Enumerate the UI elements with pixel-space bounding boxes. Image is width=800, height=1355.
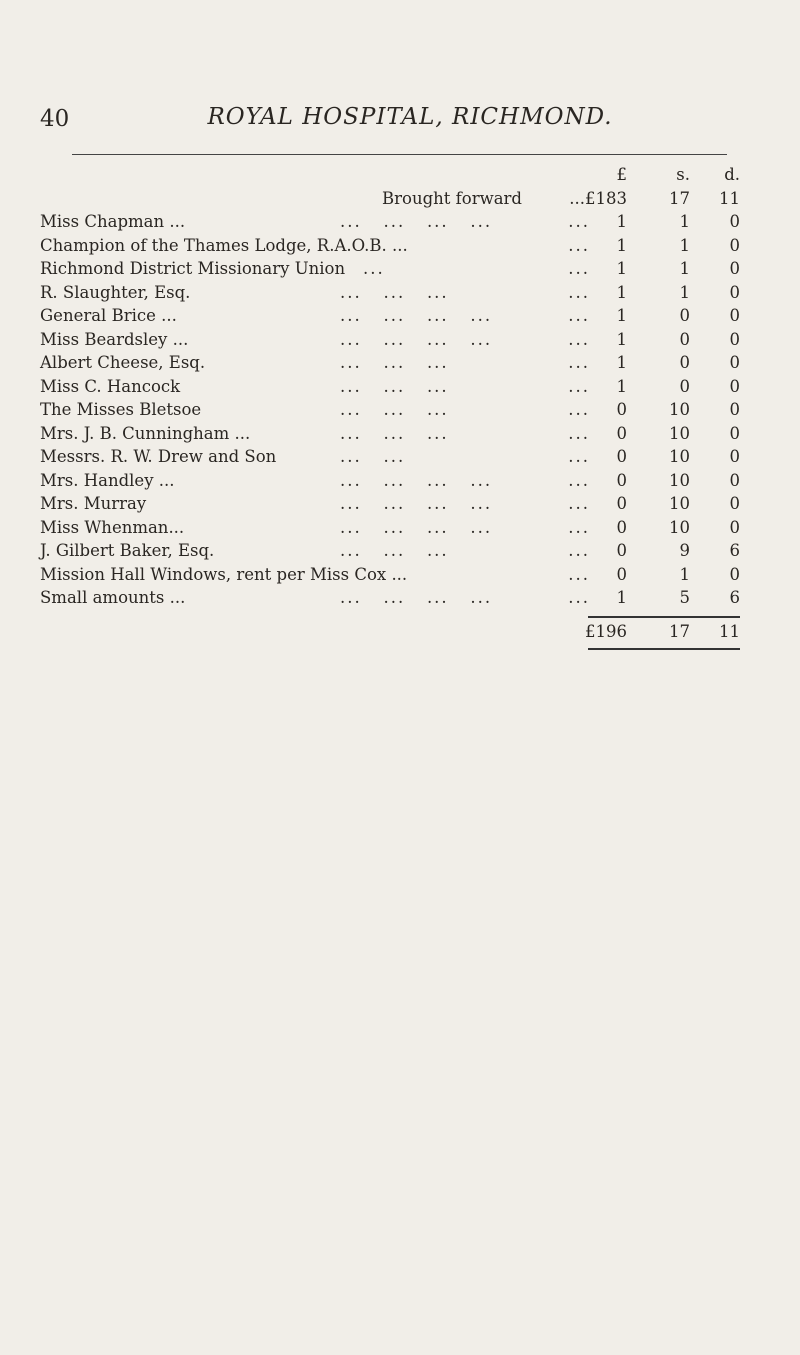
entry-pence: 0 — [729, 470, 740, 490]
entry-shillings: 0 — [679, 376, 690, 396]
entry-pence: 0 — [729, 306, 740, 325]
entry-shillings: 0 — [679, 306, 690, 325]
entry-shillings: 1 — [679, 282, 690, 302]
entry-pounds: 0 — [616, 541, 627, 560]
entry-shillings: 1 — [679, 212, 690, 231]
entry-pounds: 1 — [616, 282, 627, 302]
ledger-entry — [40, 304, 740, 328]
ledger-entry — [40, 563, 740, 587]
entry-shillings: 5 — [679, 588, 690, 607]
pounds-header: £ — [616, 165, 627, 184]
entry-name: Miss Chapman ... — [40, 212, 186, 231]
shillings-header: s. — [676, 165, 690, 184]
entry-name: Mrs. Handley ... — [40, 470, 175, 490]
total-pence: 11 — [719, 621, 740, 641]
pence-header: d. — [724, 165, 740, 184]
entry-pounds: 0 — [616, 470, 627, 490]
entry-shillings: 0 — [679, 353, 690, 372]
ledger-entry — [40, 398, 740, 422]
entry-name: Small amounts ... — [40, 588, 186, 607]
entry-leader: ... — [568, 423, 590, 443]
entry-leader: ... — [568, 447, 590, 466]
entry-name: J. Gilbert Baker, Esq. — [40, 541, 215, 560]
entry-list — [40, 210, 740, 610]
entry-pence: 0 — [729, 564, 740, 584]
entry-pounds: 0 — [616, 494, 627, 513]
entry-leader: ... — [568, 259, 590, 278]
entry-shillings: 10 — [669, 447, 690, 466]
entry-leader: ... — [568, 400, 590, 419]
entry-inner-leader: ... ... ... ... — [340, 212, 493, 231]
brought-forward-pence: 11 — [719, 188, 740, 208]
entry-name: Richmond District Missionary Union — [40, 259, 346, 278]
entry-name: Mrs. Murray — [40, 494, 147, 513]
total-rule-bottom — [588, 648, 740, 650]
entry-name: The Misses Bletsoe — [40, 400, 202, 419]
ledger-entry — [40, 351, 740, 375]
entry-pence: 0 — [729, 235, 740, 255]
entry-pounds: 1 — [616, 259, 627, 278]
ledger-entry — [40, 469, 740, 493]
ledger-entry — [40, 422, 740, 446]
entry-shillings: 1 — [679, 259, 690, 278]
subscription-ledger — [40, 163, 740, 643]
entry-inner-leader: ... ... ... ... — [340, 517, 493, 537]
brought-forward-row — [40, 187, 740, 211]
entry-inner-leader: ... ... ... — [340, 376, 449, 396]
entry-leader: ... — [568, 282, 590, 302]
entry-leader: ... — [568, 212, 590, 231]
entry-pence: 0 — [729, 423, 740, 443]
brought-forward-pounds: ...£183 — [569, 188, 627, 208]
entry-inner-leader: ... — [363, 259, 385, 278]
entry-pence: 0 — [729, 376, 740, 396]
entry-name: Miss C. Hancock — [40, 376, 181, 396]
entry-name: Mrs. J. B. Cunningham ... — [40, 423, 251, 443]
entry-name: Miss Whenman... — [40, 517, 185, 537]
entry-name: Albert Cheese, Esq. — [40, 353, 206, 372]
entry-leader: ... — [568, 470, 590, 490]
entry-shillings: 9 — [679, 541, 690, 560]
entry-shillings: 10 — [669, 423, 690, 443]
entry-shillings: 1 — [679, 564, 690, 584]
entry-pence: 0 — [729, 212, 740, 231]
ledger-entry — [40, 445, 740, 469]
entry-inner-leader: ... ... ... — [340, 353, 449, 372]
ledger-entry — [40, 539, 740, 563]
ledger-entry — [40, 210, 740, 234]
entry-shillings: 0 — [679, 329, 690, 349]
entry-leader: ... — [568, 235, 590, 255]
entry-pence: 0 — [729, 282, 740, 302]
entry-pounds: 0 — [616, 564, 627, 584]
entry-shillings: 10 — [669, 517, 690, 537]
entry-pounds: 1 — [616, 329, 627, 349]
entry-leader: ... — [568, 306, 590, 325]
total-shillings: 17 — [669, 621, 690, 641]
entry-name: R. Slaughter, Esq. — [40, 282, 191, 302]
entry-pence: 0 — [729, 400, 740, 419]
ledger-entry — [40, 328, 740, 352]
total-pounds: £196 — [585, 621, 627, 641]
ledger-entry — [40, 516, 740, 540]
entry-inner-leader: ... ... ... ... — [340, 588, 493, 607]
entry-pence: 6 — [729, 541, 740, 560]
entry-inner-leader: ... ... ... ... — [340, 494, 493, 513]
ledger-entry — [40, 281, 740, 305]
entry-pounds: 1 — [616, 376, 627, 396]
entry-leader: ... — [568, 376, 590, 396]
brought-forward-shillings: 17 — [669, 188, 690, 208]
entry-inner-leader: ... ... ... ... — [340, 329, 493, 349]
entry-name: Champion of the Thames Lodge, R.A.O.B. ... — [40, 235, 408, 255]
entry-leader: ... — [568, 588, 590, 607]
brought-forward-label: Brought forward — [382, 188, 522, 208]
entry-leader: ... — [568, 329, 590, 349]
entry-shillings: 1 — [679, 235, 690, 255]
entry-pounds: 0 — [616, 517, 627, 537]
entry-shillings: 10 — [669, 470, 690, 490]
entry-pence: 0 — [729, 259, 740, 278]
column-headers — [40, 163, 740, 187]
entry-pence: 0 — [729, 329, 740, 349]
entry-inner-leader: ... ... ... — [340, 282, 449, 302]
page-number: 40 — [40, 106, 70, 132]
entry-pence: 0 — [729, 494, 740, 513]
entry-name: Miss Beardsley ... — [40, 329, 189, 349]
entry-pounds: 1 — [616, 353, 627, 372]
entry-pence: 0 — [729, 353, 740, 372]
entry-pounds: 0 — [616, 423, 627, 443]
total-row — [40, 620, 740, 644]
entry-inner-leader: ... ... ... ... — [340, 306, 493, 325]
entry-inner-leader: ... ... ... — [340, 423, 449, 443]
entry-inner-leader: ... ... ... — [340, 541, 449, 560]
entry-name: General Brice ... — [40, 306, 177, 325]
entry-leader: ... — [568, 541, 590, 560]
entry-shillings: 10 — [669, 494, 690, 513]
entry-pounds: 1 — [616, 306, 627, 325]
total-rule-top — [588, 616, 740, 618]
entry-name: Messrs. R. W. Drew and Son — [40, 447, 277, 466]
entry-pounds: 1 — [616, 212, 627, 231]
entry-pounds: 1 — [616, 588, 627, 607]
entry-inner-leader: ... ... — [340, 447, 406, 466]
entry-pence: 6 — [729, 588, 740, 607]
ledger-entry — [40, 586, 740, 610]
entry-pence: 0 — [729, 447, 740, 466]
page-title: ROYAL HOSPITAL, RICHMOND. — [207, 104, 613, 130]
entry-leader: ... — [568, 517, 590, 537]
entry-leader: ... — [568, 353, 590, 372]
entry-pounds: 0 — [616, 400, 627, 419]
entry-inner-leader: ... ... ... — [340, 400, 449, 419]
ledger-entry — [40, 375, 740, 399]
entry-pence: 0 — [729, 517, 740, 537]
ledger-entry — [40, 257, 740, 281]
entry-pounds: 1 — [616, 235, 627, 255]
entry-pounds: 0 — [616, 447, 627, 466]
ledger-entry — [40, 234, 740, 258]
entry-name: Mission Hall Windows, rent per Miss Cox ... — [40, 564, 408, 584]
header-rule — [72, 154, 727, 155]
entry-leader: ... — [568, 494, 590, 513]
entry-inner-leader: ... ... ... ... — [340, 470, 493, 490]
entry-leader: ... — [568, 564, 590, 584]
ledger-entry — [40, 492, 740, 516]
entry-shillings: 10 — [669, 400, 690, 419]
